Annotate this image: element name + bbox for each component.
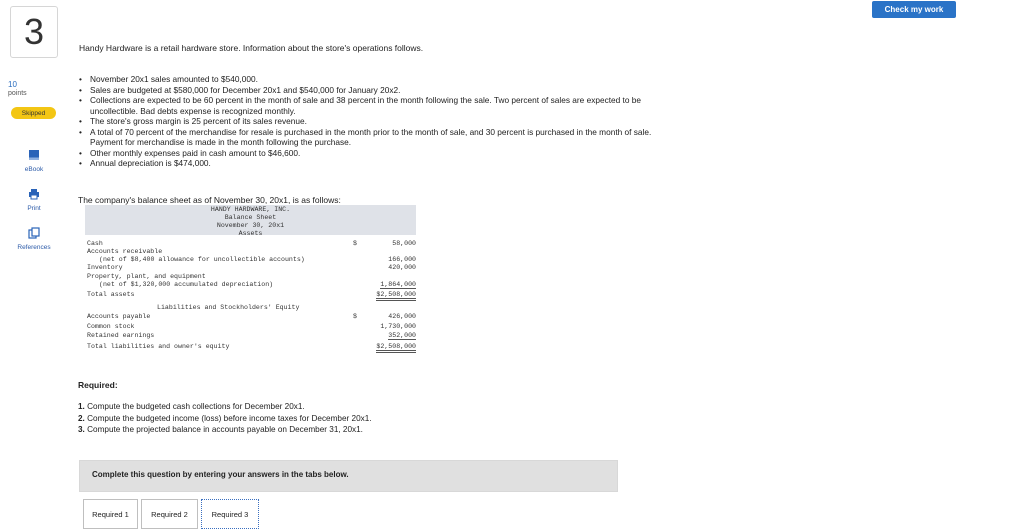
total-liabilities-equity-amount: $2,508,000	[376, 343, 416, 353]
cash-label: Cash	[87, 240, 103, 247]
points-label: points	[8, 90, 27, 97]
ar-net-label: (net of $8,400 allowance for uncollectible accounts)	[99, 256, 305, 263]
references-tool[interactable]	[12, 227, 56, 251]
list-item	[78, 424, 372, 436]
ppe-label: Property, plant, and equipment	[87, 273, 206, 280]
list-item: • November 20x1 sales amounted to $540,000.	[79, 74, 679, 85]
instructions-text: Complete this question by entering your answers in the tabs below.	[92, 470, 349, 479]
book-icon	[28, 149, 40, 161]
facts-list	[79, 74, 679, 169]
balance-sheet	[85, 205, 416, 357]
print-tool[interactable]	[12, 188, 56, 212]
question-number-box	[10, 6, 58, 58]
assets-heading: Assets	[238, 230, 263, 237]
ar-label: Accounts receivable	[87, 248, 163, 255]
required-number: 2.	[78, 413, 85, 423]
cash-amount: 58,000	[392, 240, 416, 247]
common-stock-label: Common stock	[87, 323, 135, 330]
list-item: • Sales are budgeted at $580,000 for December 20x1 and $540,000 for January 20x2.	[79, 85, 679, 96]
balance-sheet-header	[85, 205, 416, 235]
instructions-panel	[79, 460, 618, 492]
liabilities-heading: Liabilities and Stockholders' Equity	[157, 304, 300, 311]
list-item: • The store's gross margin is 25 percent of its sales revenue.	[79, 116, 679, 127]
tab-required-3[interactable]: Required 3	[201, 499, 259, 529]
required-text: Compute the projected balance in accounts payable on December 31, 20x1.	[87, 425, 363, 434]
ap-dollar: $	[353, 313, 357, 320]
required-text: Compute the budgeted income (loss) before income taxes for December 20x1.	[87, 413, 372, 423]
list-item	[78, 413, 372, 425]
ar-amount: 166,000	[388, 256, 416, 263]
check-my-work-button[interactable]: Check my work	[872, 1, 956, 18]
inventory-label: Inventory	[87, 264, 123, 271]
status-badge: Skipped	[11, 107, 56, 119]
list-item: • Annual depreciation is $474,000.	[79, 158, 679, 169]
statement-title: Balance Sheet	[224, 214, 277, 221]
ppe-amount: 1,864,000	[380, 281, 416, 288]
ebook-tool[interactable]	[12, 149, 56, 173]
ebook-label: eBook	[24, 166, 44, 173]
balance-sheet-intro: The company's balance sheet as of November 30, 20x1, is as follows:	[78, 195, 341, 205]
cash-dollar: $	[353, 240, 357, 247]
points-value: 10	[8, 80, 17, 89]
retained-earnings-label: Retained earnings	[87, 332, 155, 339]
tab-required-1[interactable]: Required 1	[83, 499, 138, 529]
references-label: References	[17, 244, 51, 251]
total-assets-amount: $2,508,000	[376, 291, 416, 301]
list-item: • Collections are expected to be 60 percent in the month of sale and 38 percent in the month following the sale. Two percent of sales are expected to be uncollectible. Bad debts expense is recognized monthly.	[79, 95, 679, 116]
print-label: Print	[27, 205, 41, 212]
total-liabilities-equity-label: Total liabilities and owner's equity	[87, 343, 230, 350]
inventory-amount: 420,000	[388, 264, 416, 271]
question-intro: Handy Hardware is a retail hardware store. Information about the store's operations follows.	[79, 43, 424, 53]
references-icon	[28, 227, 40, 239]
statement-date: November 30, 20x1	[216, 222, 285, 229]
required-number: 1.	[78, 402, 85, 411]
total-assets-label: Total assets	[87, 291, 135, 298]
required-title: Required:	[78, 380, 118, 390]
ap-label: Accounts payable	[87, 313, 151, 320]
common-stock-amount: 1,730,000	[380, 323, 416, 330]
required-number: 3.	[78, 425, 85, 434]
ap-amount: 426,000	[388, 313, 416, 320]
question-number: 3	[23, 11, 45, 52]
printer-icon	[28, 188, 40, 200]
list-item	[78, 401, 372, 413]
list-item: • A total of 70 percent of the merchandise for resale is purchased in the month prior to the month of sale, and 30 percent is purchased in the month of sale. Payment for merchandise is made in the month following the purchase.	[79, 127, 679, 148]
retained-earnings-amount: 352,000	[388, 332, 416, 339]
tab-required-2[interactable]: Required 2	[141, 499, 198, 529]
ppe-net-label: (net of $1,320,000 accumulated depreciation)	[99, 281, 274, 288]
list-item: • Other monthly expenses paid in cash amount to $46,600.	[79, 148, 679, 159]
company-name: HANDY HARDWARE, INC.	[210, 206, 291, 213]
required-list	[78, 401, 372, 436]
required-text: Compute the budgeted cash collections for December 20x1.	[87, 402, 305, 411]
